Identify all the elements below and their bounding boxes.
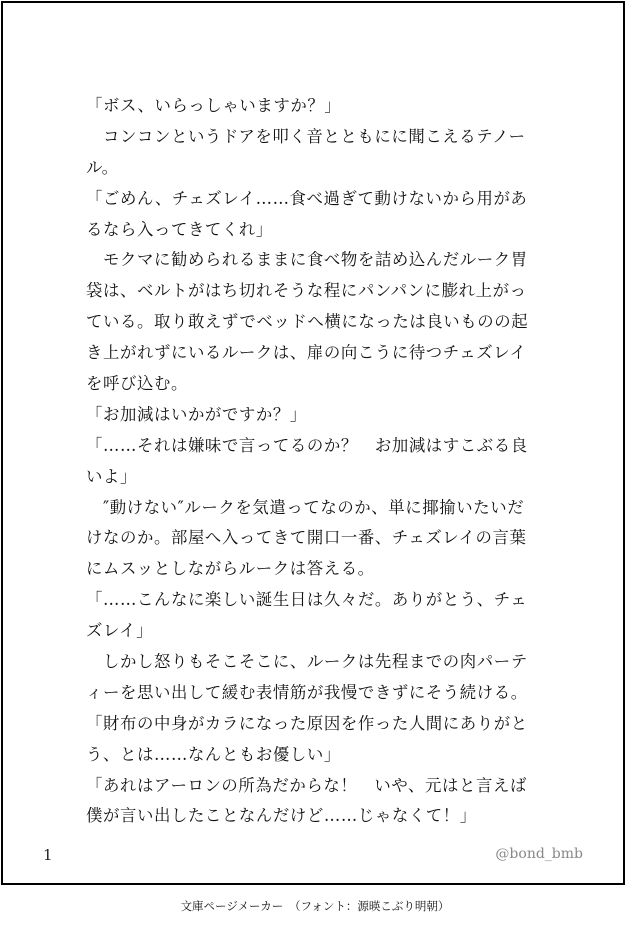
text-line: 「あれはアーロンの所為だからな！ いや、元はと言えば	[86, 775, 527, 795]
text-line: を呼び込む。	[86, 374, 188, 394]
text-line: 「……こんなに楽しい誕生日は久々だ。ありがとう、チェ	[86, 590, 528, 610]
text-line: う、とは……なんともお優しい」	[86, 744, 341, 764]
footer-credit: 文庫ページメーカー （フォント：源暎こぶり明朝）	[180, 899, 450, 913]
text-line: 「ごめん、チェズレイ……食べ過ぎて動けないから用があ	[86, 188, 528, 208]
text-line: コンコンというドアを叩く音とともにに聞こえるテノー	[86, 126, 526, 146]
text-line: 「財布の中身がカラになった原因を作った人間にありがと	[86, 713, 528, 733]
text-line: にムスッとしながらルークは答える。	[86, 559, 375, 579]
text-line: ている。取り敢えずでベッドへ横になったは良いものの起	[86, 312, 529, 332]
text-line: けなのか。部屋へ入ってきて開口一番、チェズレイの言葉	[86, 528, 527, 548]
page-frame	[1, 1, 625, 885]
text-line: 「ボス、いらっしゃいますか？」	[86, 96, 342, 115]
text-line: ″動けない″ルークを気遣ってなのか、単に揶揄いたいだ	[86, 497, 525, 517]
text-line: しかし怒りもそこそこに、ルークは先程までの肉パーテ	[86, 652, 528, 672]
text-line: き上がれずにいるルークは、扉の向こうに待つチェズレイ	[86, 343, 527, 363]
text-line: 「……それは嫌味で言ってるのか？ お加減はすこぶる良	[86, 435, 528, 455]
text-line: ィーを思い出して緩む表情筋が我慢できずにそう続ける。	[86, 682, 528, 702]
body-text	[86, 91, 566, 832]
text-line: 「お加減はいかがですか？」	[86, 404, 307, 424]
author-handle: @bond_bmb	[495, 846, 583, 862]
text-line: モクマに勧められるままに食べ物を詰め込んだルーク胃	[86, 250, 528, 270]
text-line: るなら入ってきてくれ」	[86, 219, 273, 239]
page-number: 1	[43, 846, 53, 864]
text-line: ズレイ」	[86, 621, 154, 641]
text-line: 袋は、ベルトがはち切れそうな程にパンパンに膨れ上がっ	[86, 281, 527, 301]
text-line: いよ」	[86, 466, 137, 486]
text-line: ル。	[86, 157, 119, 177]
text-line: 僕が言い出したことなんだけど……じゃなくて！」	[86, 806, 477, 826]
